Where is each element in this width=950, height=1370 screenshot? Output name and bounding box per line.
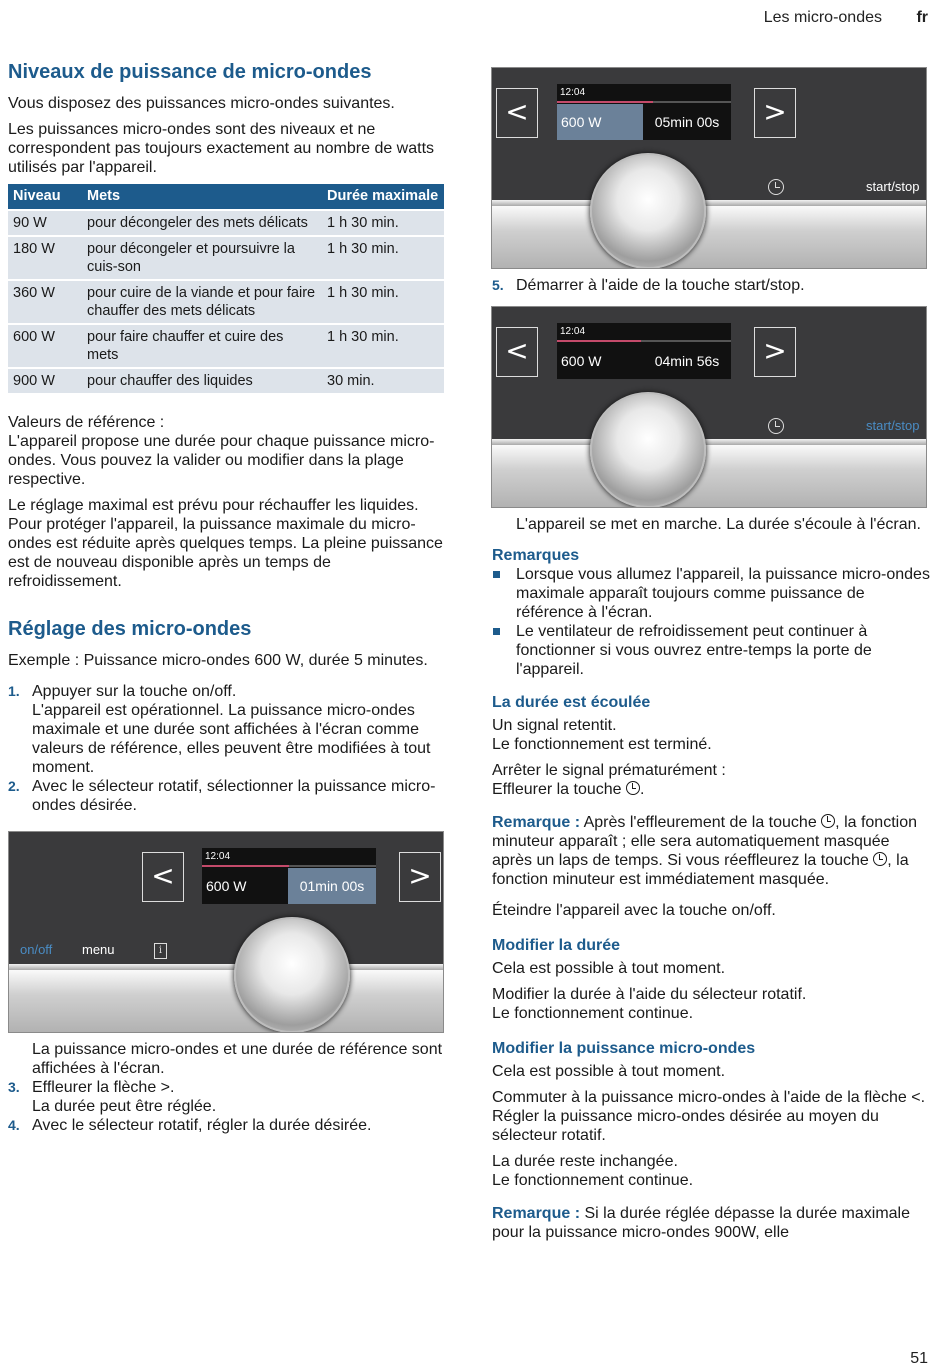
step-1 — [8, 682, 444, 777]
progress-bar — [557, 340, 731, 342]
intro-text: Vous disposez des puissances micro-ondes suivantes. — [8, 95, 395, 112]
start-stop-label: start/stop — [866, 418, 920, 433]
cell-food: pour décongeler des mets délicats — [82, 210, 322, 236]
display-duration: 04min 56s — [654, 353, 720, 369]
progress-bar — [557, 101, 731, 103]
display-duration: 05min 00s — [654, 114, 720, 130]
intro-text-2: Les puissances micro-ondes sont des niveaux et ne correspondent pas toujours exactement au nombre de watts utilisés par l'appareil. — [8, 121, 435, 176]
step-text: Démarrer à l'aide de la touche start/stop. — [516, 277, 805, 294]
bullet-icon — [493, 571, 500, 578]
display-power: 600 W — [561, 353, 602, 369]
display-clock: 12:04 — [560, 326, 586, 337]
step-5 — [492, 276, 932, 295]
modify-power-text-2: Commuter à la puissance micro-ondes à l'aide de la flèche <. — [492, 1089, 926, 1106]
switch-off-text: Éteindre l'appareil avec la touche on/off. — [492, 902, 776, 919]
col-header-max-duration: Durée maximale — [322, 184, 444, 210]
clock-icon — [821, 814, 835, 828]
step-text: Avec le sélecteur rotatif, régler la durée désirée. — [32, 1117, 372, 1134]
rotary-selector-knob — [590, 392, 706, 508]
elapsed-title: La durée est écoulée — [492, 694, 651, 711]
col-header-food: Mets — [82, 184, 322, 210]
cell-food: pour décongeler et poursuivre la cuis-son — [82, 236, 322, 280]
arrow-left-icon: < — [496, 327, 538, 377]
step-number: 3. — [8, 1079, 20, 1095]
step-text: Avec le sélecteur rotatif, sélectionner la puissance micro-ondes désirée. — [32, 778, 436, 814]
modify-power-text-5: Le fonctionnement continue. — [492, 1172, 694, 1189]
step-4 — [8, 1116, 444, 1135]
display-screen — [557, 84, 731, 140]
elapsed-text-1: Un signal retentit. — [492, 717, 617, 734]
oven-panel-illustration — [8, 831, 444, 1033]
panel-steel — [9, 970, 443, 1032]
remark-text: Après l'effleurement de la touche — [583, 814, 817, 831]
menu-label: menu — [82, 942, 115, 957]
section-title-setting: Réglage des micro-ondes — [8, 618, 252, 640]
remark-text: Si la durée réglée dépasse la durée maximale pour la puissance micro-ondes 900W, elle — [492, 1205, 910, 1241]
step-3 — [8, 1078, 444, 1116]
display-clock: 12:04 — [205, 851, 231, 862]
step-2 — [8, 777, 444, 815]
remark-timer — [492, 813, 932, 889]
col-header-level: Niveau — [8, 184, 82, 210]
modify-duration-title: Modifier la durée — [492, 937, 621, 954]
remark-text: , la fonction minuteur est immédiatement masquée. — [492, 852, 909, 888]
section-title-levels: Niveaux de puissance de micro-ondes — [8, 61, 372, 83]
modify-power-text-3: Régler la puissance micro-ondes désirée au moyen du sélecteur rotatif. — [492, 1108, 879, 1144]
on-off-label: on/off — [20, 942, 53, 957]
power-levels-table — [8, 184, 444, 393]
cell-food: pour cuire de la viande et pour faire chauffer des mets délicats — [82, 280, 322, 324]
language-code: fr — [916, 9, 928, 26]
stop-signal-instruction: Effleurer la touche . — [492, 781, 645, 798]
rotary-selector-knob — [234, 917, 350, 1033]
list-item — [492, 622, 932, 679]
table-row — [8, 210, 444, 236]
cell-level: 900 W — [8, 368, 82, 393]
note-text: Le ventilateur de refroidissement peut continuer à fonctionner si vous ouvrez entre-temps la porte de l'appareil. — [516, 623, 872, 678]
cell-duration: 1 h 30 min. — [322, 236, 444, 280]
arrow-right-icon: > — [754, 88, 796, 138]
reference-values-label: Valeurs de référence : — [8, 414, 165, 431]
steps-list — [8, 682, 444, 815]
arrow-left-icon: < — [142, 852, 184, 902]
step-number: 1. — [8, 683, 20, 699]
bullet-icon — [493, 628, 500, 635]
cell-duration: 1 h 30 min. — [322, 324, 444, 368]
clock-icon — [626, 781, 640, 795]
cell-level: 360 W — [8, 280, 82, 324]
modify-power-text-1: Cela est possible à tout moment. — [492, 1063, 726, 1080]
cell-level: 180 W — [8, 236, 82, 280]
display-power: 600 W — [557, 104, 643, 140]
clock-icon — [768, 418, 784, 434]
table-row — [8, 236, 444, 280]
clock-icon — [768, 179, 784, 195]
left-column — [8, 60, 444, 815]
step-number: 2. — [8, 778, 20, 794]
table-row — [8, 368, 444, 393]
reference-values-text: L'appareil propose une durée pour chaque puissance micro-ondes. Vous pouvez la valider ou modifier dans la plage respective. — [8, 433, 435, 488]
arrow-left-icon: < — [496, 88, 538, 138]
remark-text: , la fonction minuteur apparaît ; elle sera automatiquement masquée après un laps de temps. Si vous réeffleurez la touche — [492, 814, 917, 869]
list-item — [492, 565, 932, 622]
modify-power-text-4: La durée reste inchangée. — [492, 1153, 678, 1170]
step-number: 5. — [492, 277, 504, 293]
modify-duration-text-2: Modifier la durée à l'aide du sélecteur rotatif. — [492, 986, 807, 1003]
max-setting-text: Le réglage maximal est prévu pour réchauffer les liquides. Pour protéger l'appareil, la puissance maximale du micro-ondes est réduite après quelques temps. La pleine puissance est de nouveau disponible après un temps de refroidissement. — [8, 497, 443, 590]
progress-bar — [202, 865, 376, 867]
elapsed-text-2: Le fonctionnement est terminé. — [492, 736, 712, 753]
step-5-result: L'appareil se met en marche. La durée s'écoule à l'écran. — [516, 516, 921, 533]
remark-max-duration — [492, 1204, 932, 1242]
modify-power-title: Modifier la puissance micro-ondes — [492, 1040, 756, 1057]
rotary-selector-knob — [590, 153, 706, 269]
start-stop-label: start/stop — [866, 179, 920, 194]
cell-duration: 30 min. — [322, 368, 444, 393]
display-screen — [202, 848, 376, 904]
display-duration: 01min 00s — [288, 868, 376, 904]
cell-level: 90 W — [8, 210, 82, 236]
cell-food: pour faire chauffer et cuire des mets — [82, 324, 322, 368]
modify-duration-text-1: Cela est possible à tout moment. — [492, 960, 726, 977]
example-text: Exemple : Puissance micro-ondes 600 W, durée 5 minutes. — [8, 652, 428, 669]
oven-panel-illustration — [491, 67, 927, 269]
step-text: Appuyer sur la touche on/off. — [32, 683, 237, 700]
remark-label: Remarque : — [492, 1205, 581, 1222]
notes-title: Remarques — [492, 547, 580, 564]
running-header: Les micro-ondes — [763, 9, 882, 26]
arrow-right-icon: > — [754, 327, 796, 377]
modify-duration-text-3: Le fonctionnement continue. — [492, 1005, 694, 1022]
remark-label: Remarque : — [492, 814, 581, 831]
stop-signal-label: Arrêter le signal prématurément : — [492, 762, 726, 779]
step-5-block — [492, 276, 932, 295]
steps-list-right — [492, 276, 932, 295]
cell-food: pour chauffer des liquides — [82, 368, 322, 393]
display-clock: 12:04 — [560, 87, 586, 98]
display-power: 600 W — [206, 878, 247, 894]
left-column-lower — [8, 1040, 444, 1135]
display-screen — [557, 323, 731, 379]
cell-duration: 1 h 30 min. — [322, 210, 444, 236]
panel-steel — [492, 206, 926, 268]
oven-panel-illustration — [491, 306, 927, 508]
stop-signal-text: Effleurer la touche — [492, 781, 622, 798]
steps-list-continued — [8, 1078, 444, 1135]
page-number: 51 — [910, 1350, 928, 1367]
step-result: L'appareil est opérationnel. La puissance micro-ondes maximale et une durée sont affichées à l'écran comme valeurs de référence, elles peuvent être modifiées à tout moment. — [32, 702, 431, 776]
arrow-right-icon: > — [399, 852, 441, 902]
table-row — [8, 324, 444, 368]
cell-duration: 1 h 30 min. — [322, 280, 444, 324]
notes-list — [492, 565, 932, 679]
table-row — [8, 280, 444, 324]
step-number: 4. — [8, 1117, 20, 1133]
note-text: Lorsque vous allumez l'appareil, la puissance micro-ondes maximale apparaît toujours comme puissance de référence à l'écran. — [516, 566, 930, 621]
panel-steel — [492, 445, 926, 507]
cell-level: 600 W — [8, 324, 82, 368]
right-column-lower — [492, 515, 932, 1249]
clock-icon — [873, 852, 887, 866]
step-result: La durée peut être réglée. — [32, 1098, 217, 1115]
info-icon: i — [154, 943, 167, 959]
step-text: Effleurer la flèche >. — [32, 1079, 175, 1096]
panel-caption: La puissance micro-ondes et une durée de référence sont affichées à l'écran. — [32, 1041, 443, 1077]
